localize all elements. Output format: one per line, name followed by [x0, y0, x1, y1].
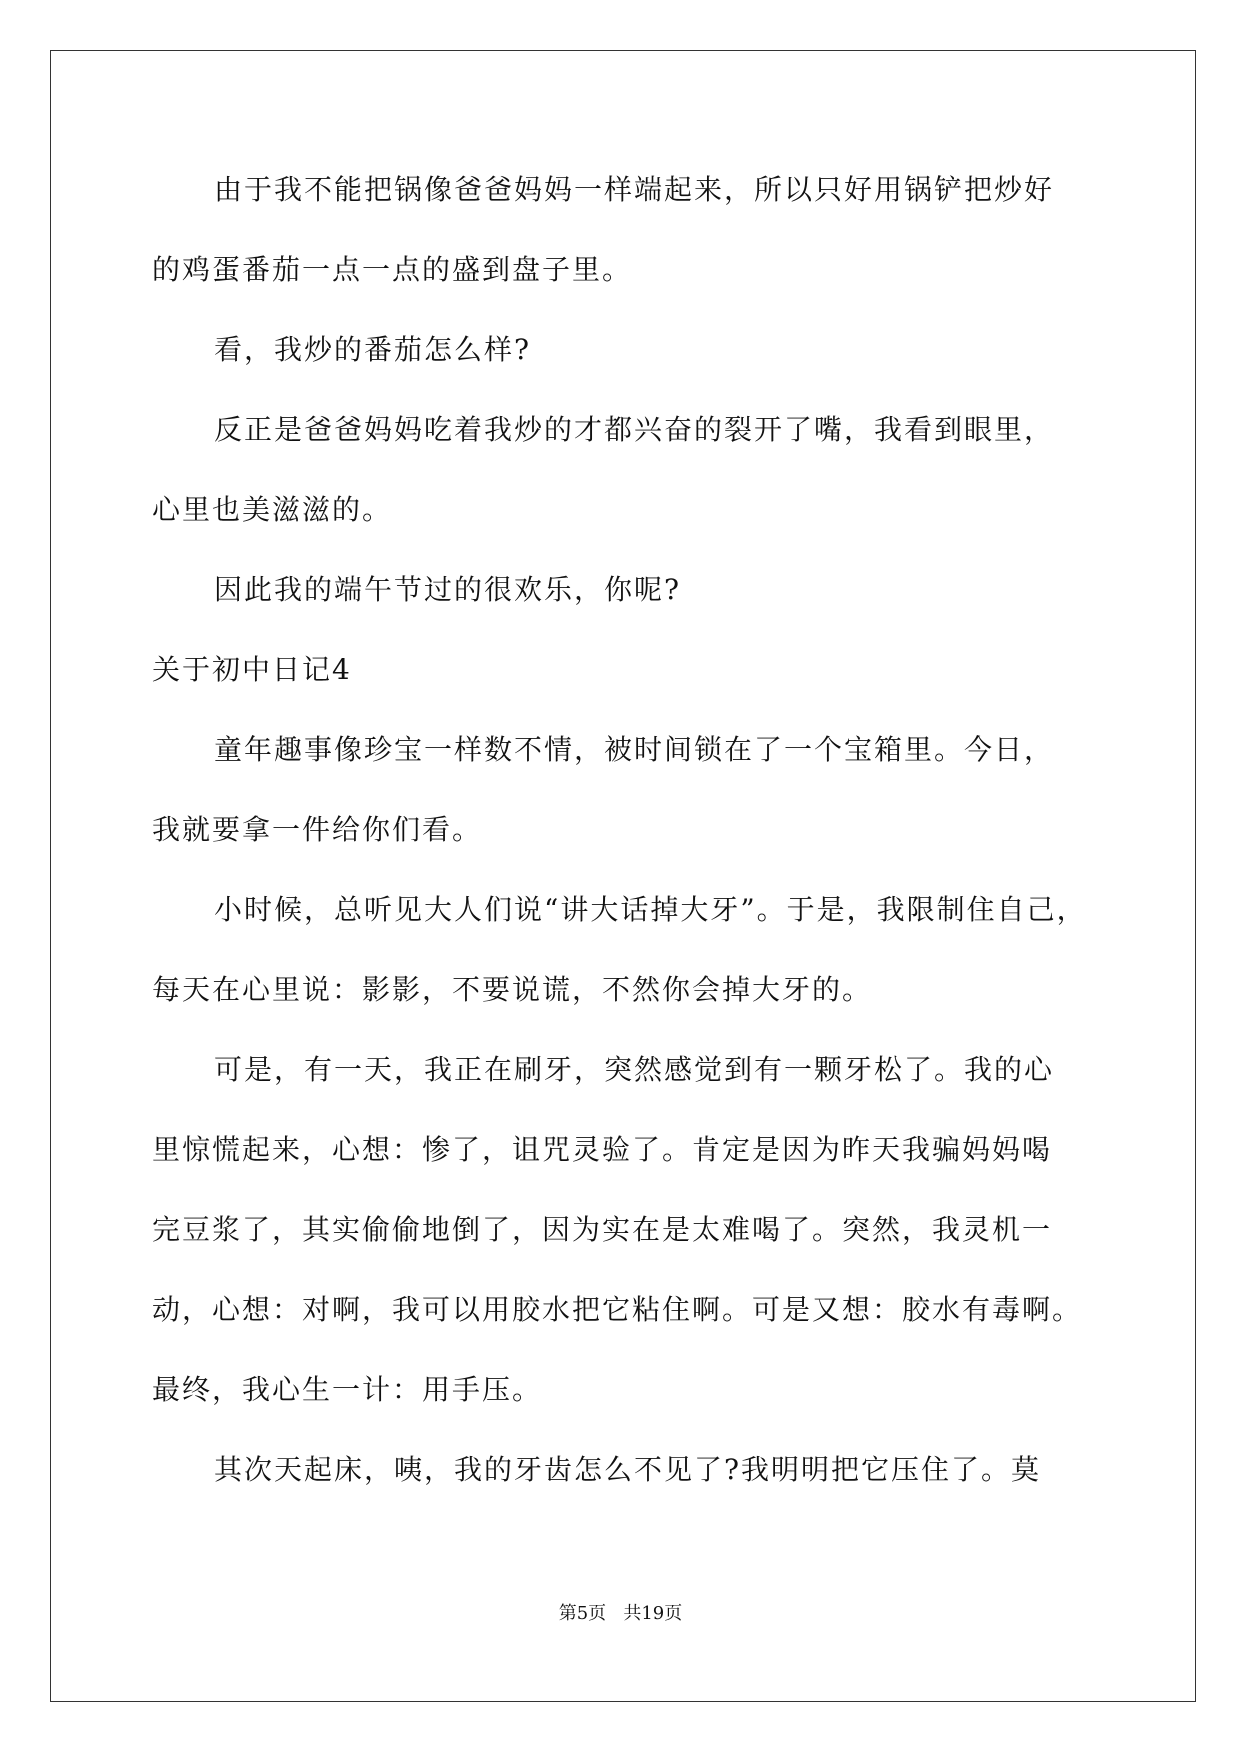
- page-total: 共19页: [623, 1603, 683, 1624]
- paragraph-line: 最终，我心生一计：用手压。: [152, 1373, 543, 1406]
- page-number: 第5页: [558, 1603, 607, 1624]
- paragraph-line: 反正是爸爸妈妈吃着我炒的才都兴奋的裂开了嘴，我看到眼里，: [214, 413, 1055, 446]
- paragraph-line: 看，我炒的番茄怎么样?: [214, 333, 532, 366]
- paragraph-line: 由于我不能把锅像爸爸妈妈一样端起来，所以只好用锅铲把炒好: [214, 173, 1055, 206]
- paragraph-line: 里惊慌起来，心想：惨了，诅咒灵验了。肯定是因为昨天我骗妈妈喝: [152, 1133, 1053, 1166]
- paragraph-line: 因此我的端午节过的很欢乐，你呢?: [214, 573, 682, 606]
- paragraph-line: 动，心想：对啊，我可以用胶水把它粘住啊。可是又想：胶水有毒啊。: [152, 1293, 1083, 1326]
- paragraph-line: 每天在心里说：影影，不要说谎，不然你会掉大牙的。: [152, 973, 873, 1006]
- paragraph-line: 完豆浆了，其实偷偷地倒了，因为实在是太难喝了。突然，我灵机一: [152, 1213, 1053, 1246]
- paragraph-line: 我就要拿一件给你们看。: [152, 813, 483, 846]
- paragraph-line: 可是，有一天，我正在刷牙，突然感觉到有一颗牙松了。我的心: [214, 1053, 1055, 1086]
- paragraph-line: 童年趣事像珍宝一样数不情，被时间锁在了一个宝箱里。今日，: [214, 733, 1055, 766]
- paragraph-line: 心里也美滋滋的。: [152, 493, 393, 526]
- paragraph-line: 的鸡蛋番茄一点一点的盛到盘子里。: [152, 253, 633, 286]
- page-footer: [0, 1602, 1241, 1626]
- section-heading: 关于初中日记4: [152, 653, 352, 686]
- paragraph-line: 小时候，总听见大人们说“讲大话掉大牙”。于是，我限制住自己，: [214, 893, 1087, 926]
- paragraph-line: 其次天起床，咦，我的牙齿怎么不见了?我明明把它压住了。莫: [214, 1453, 1042, 1486]
